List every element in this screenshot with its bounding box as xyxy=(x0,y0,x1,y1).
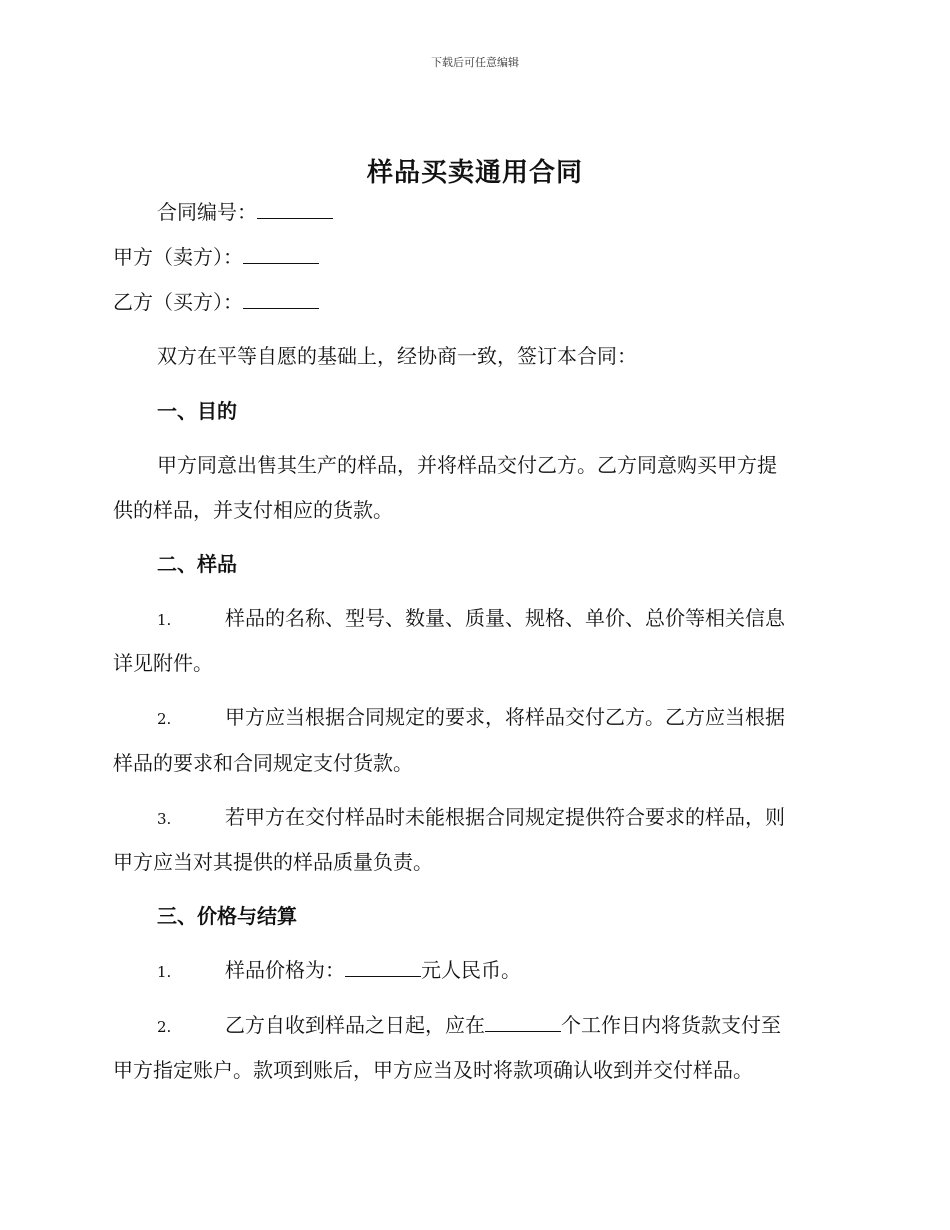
purpose-text-line-1: 甲方同意出售其生产的样品，并将样品交付乙方。乙方同意购买甲方提 xyxy=(157,453,777,477)
section-heading-price: 三、价格与结算 xyxy=(157,904,297,928)
sample-item-3-line-2: 甲方应当对其提供的样品质量负责。 xyxy=(113,850,433,874)
list-number: 1. xyxy=(157,611,172,629)
document-title: 样品买卖通用合同 xyxy=(366,158,583,188)
payment-text-before: 乙方自收到样品之日起，应在 xyxy=(225,1013,485,1037)
list-number: 2. xyxy=(157,1018,172,1036)
section-heading-samples: 二、样品 xyxy=(157,552,237,576)
sample-item-1-line-1 xyxy=(157,604,785,634)
list-number: 1. xyxy=(157,963,172,981)
header-note: 下载后可任意编辑 xyxy=(431,56,519,69)
payment-days-blank xyxy=(485,1013,561,1032)
list-item-text: 甲方应当根据合同规定的要求，将样品交付乙方。乙方应当根据 xyxy=(225,705,785,729)
contract-number-blank xyxy=(257,200,333,219)
intro-paragraph: 双方在平等自愿的基础上，经协商一致，签订本合同： xyxy=(157,344,637,368)
party-a-blank xyxy=(243,245,319,264)
list-item-text: 样品的名称、型号、数量、质量、规格、单价、总价等相关信息 xyxy=(225,606,785,630)
section-heading-purpose: 一、目的 xyxy=(157,399,237,423)
payment-text-after: 个工作日内将货款支付至 xyxy=(561,1013,781,1037)
party-b-label: 乙方（买方）： xyxy=(113,290,243,314)
price-item-2-line-2: 甲方指定账户。款项到账后，甲方应当及时将款项确认收到并交付样品。 xyxy=(113,1058,753,1082)
party-b-field xyxy=(113,288,319,316)
party-b-blank xyxy=(243,290,319,309)
price-unit: 元人民币。 xyxy=(421,958,521,982)
list-number: 3. xyxy=(157,810,172,828)
purpose-text-line-2: 供的样品，并支付相应的货款。 xyxy=(113,498,393,522)
price-item-2-line-1 xyxy=(157,1011,781,1041)
list-item-text: 若甲方在交付样品时未能根据合同规定提供符合要求的样品，则 xyxy=(225,805,785,829)
sample-item-3-line-1 xyxy=(157,803,785,833)
price-item-1 xyxy=(157,956,521,986)
sample-item-1-line-2: 详见附件。 xyxy=(113,651,213,675)
party-a-field xyxy=(113,243,319,271)
contract-number-field xyxy=(157,198,333,226)
contract-number-label: 合同编号： xyxy=(157,200,257,224)
price-blank xyxy=(345,958,421,977)
sample-item-2-line-2: 样品的要求和合同规定支付货款。 xyxy=(113,751,413,775)
list-number: 2. xyxy=(157,710,172,728)
price-label: 样品价格为： xyxy=(225,958,345,982)
sample-item-2-line-1 xyxy=(157,703,785,733)
party-a-label: 甲方（卖方）： xyxy=(113,245,243,269)
